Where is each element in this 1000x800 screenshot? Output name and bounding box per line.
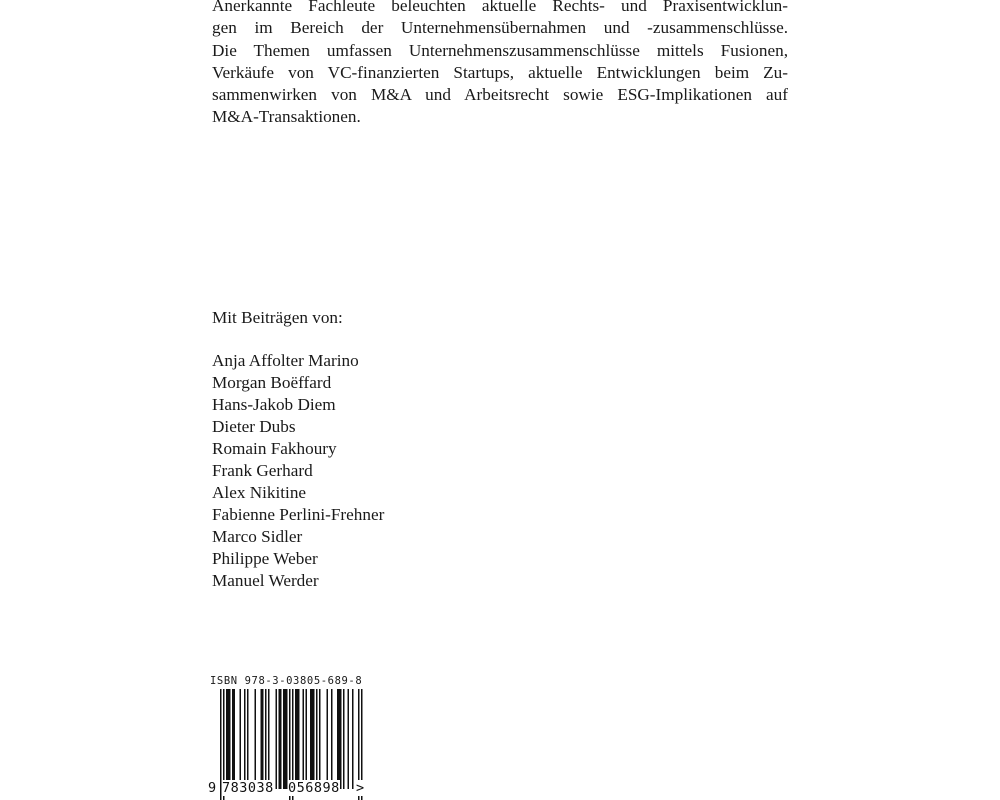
barcode-bar (240, 689, 242, 789)
blurb-line: Die Themen umfassen Unternehmenszusammenschlüsse mittels Fusionen, (212, 40, 788, 60)
barcode-bar (234, 689, 236, 789)
blurb-line: gen im Bereich der Unternehmensübernahmen und -zusammenschlüsse. (212, 18, 788, 38)
barcode-bar (247, 689, 249, 789)
barcode-bar (279, 689, 281, 789)
contributor-name: Morgan Boëffard (212, 373, 332, 392)
barcode-bar (352, 689, 354, 789)
contributors-heading: Mit Beiträgen von: (212, 308, 343, 327)
barcode-bar (244, 689, 246, 789)
barcode-bar (255, 689, 257, 789)
barcode-bar (265, 689, 267, 789)
barcode-bar (232, 689, 234, 789)
contributor-name: Alex Nikitine (212, 483, 307, 502)
barcode-bar (312, 689, 314, 789)
contributor-name: Frank Gerhard (212, 461, 313, 480)
barcode-bar (340, 689, 342, 789)
blurb-line: Verkäufe von VC-finanzierten Startups, aktuelle Entwicklungen beim Zu- (212, 62, 788, 82)
barcode-bar (303, 689, 305, 789)
barcode-bar (268, 689, 270, 789)
contributors-list (212, 350, 384, 592)
contributor-name: Fabienne Perlini-Frehner (212, 505, 385, 524)
barcode-bar (310, 689, 312, 789)
barcode-bar (280, 689, 282, 789)
contributor-name: Manuel Werder (212, 571, 319, 590)
barcode-bar (261, 689, 263, 789)
barcode-bar (306, 689, 308, 789)
barcode-bar (295, 689, 297, 789)
barcode-bar (313, 689, 315, 789)
barcode-bar (262, 689, 264, 789)
barcode-bar (339, 689, 341, 789)
barcode-bar (286, 689, 288, 789)
barcode-bar (283, 689, 285, 789)
barcode-bar (316, 689, 318, 789)
barcode-bar (228, 689, 230, 789)
barcode-bar (331, 689, 333, 789)
barcode-bar (298, 689, 300, 789)
barcode-bar (229, 689, 231, 789)
barcode-bar (276, 689, 278, 789)
blurb-line: sammenwirken von M&A und Arbeitsrecht sowie ESG-Implikationen auf (212, 85, 788, 105)
barcode-quiet-marker: > (356, 780, 365, 796)
contributor-name: Marco Sidler (212, 527, 303, 546)
barcode-bar (327, 689, 329, 789)
barcode-bar (319, 689, 321, 789)
blurb-line: Anerkannte Fachleute beleuchten aktuelle Rechts- und Praxisentwicklun- (212, 0, 788, 15)
barcode-bar (343, 689, 345, 789)
contributor-name: Romain Fakhoury (212, 439, 337, 458)
isbn-label: ISBN 978-3-03805-689-8 (210, 675, 363, 687)
contributor-name: Dieter Dubs (212, 417, 296, 436)
contributor-name: Philippe Weber (212, 549, 318, 568)
barcode-bar (297, 689, 299, 789)
blurb-line: M&A-Transaktionen. (212, 107, 361, 127)
barcode-digits-left: 783038 (222, 780, 274, 796)
barcode-bar (337, 689, 339, 789)
barcode-bar (226, 689, 228, 789)
blurb-paragraph (212, 0, 788, 129)
barcode-first-digit: 9 (208, 780, 217, 796)
barcode-digits-right: 056898 (288, 780, 340, 796)
contributor-name: Anja Affolter Marino (212, 351, 359, 370)
barcode-bar (285, 689, 287, 789)
contributor-name: Hans-Jakob Diem (212, 395, 336, 414)
barcode-bar (348, 689, 350, 789)
